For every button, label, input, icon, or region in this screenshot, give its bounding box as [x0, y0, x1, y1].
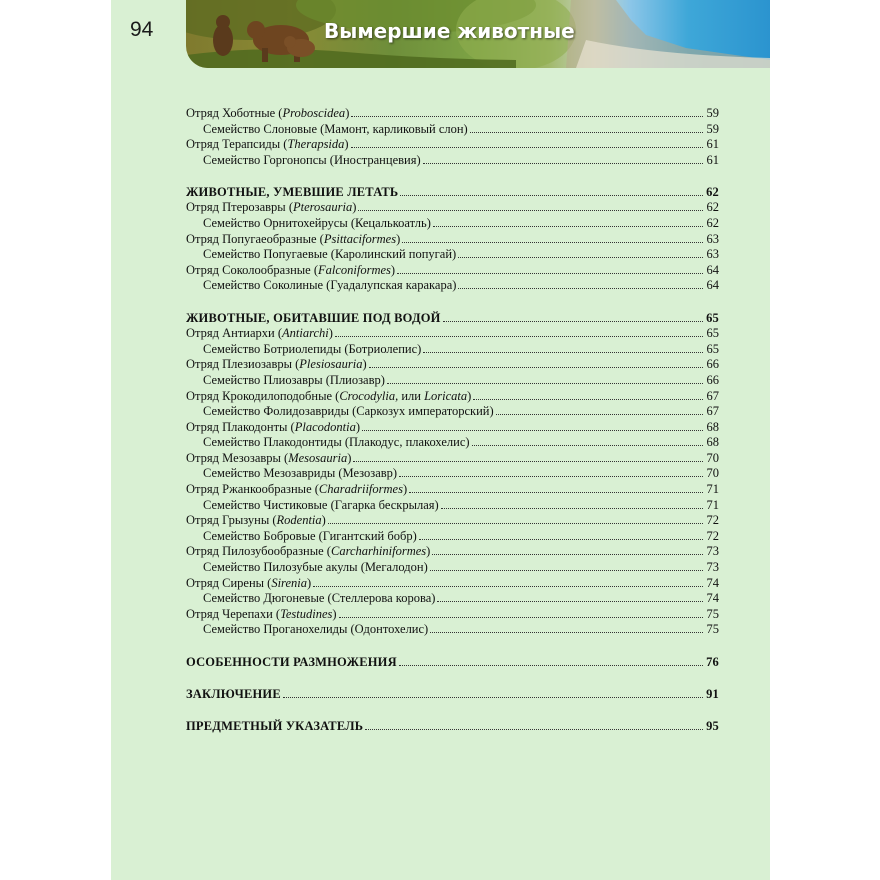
- toc-section-heading[interactable]: [186, 655, 719, 671]
- dot-leader: [387, 383, 703, 384]
- toc-page-number: 66: [706, 357, 719, 372]
- spacer: [186, 702, 719, 719]
- entry-text: Отряд Черепахи (: [186, 606, 281, 621]
- toc-page-number: 62: [706, 200, 719, 215]
- spacer: [186, 294, 719, 311]
- dot-leader: [409, 492, 703, 493]
- toc-page-number: 62: [706, 184, 719, 199]
- header-banner: [186, 0, 770, 68]
- entry-text: Отряд Пилозубообразные (: [186, 544, 331, 559]
- toc-entry[interactable]: [186, 607, 719, 623]
- dot-leader: [458, 257, 703, 258]
- toc-page-number: 65: [706, 310, 719, 325]
- toc-entry-title: [186, 278, 456, 294]
- dot-leader: [358, 210, 703, 211]
- toc-page-number: 76: [706, 654, 719, 669]
- toc-entry[interactable]: [186, 137, 719, 153]
- toc-entry[interactable]: [186, 622, 719, 638]
- toc-entry-title: [186, 326, 333, 342]
- latin-name: Mesosauria: [288, 450, 348, 465]
- entry-text: Отряд Соколообразные (: [186, 262, 318, 277]
- dot-leader: [443, 321, 703, 322]
- latin-name: Plesiosauria: [299, 357, 363, 372]
- toc-entry-title: [186, 389, 471, 405]
- toc-entry-title: [186, 420, 360, 436]
- entry-text: Семейство Орнитохейрусы (Кецалькоатль): [203, 216, 431, 231]
- toc-entry[interactable]: [186, 326, 719, 342]
- dot-leader: [433, 226, 703, 227]
- toc-page-number: 63: [706, 247, 719, 262]
- dot-leader: [432, 554, 703, 555]
- toc-entry-title: [186, 466, 397, 482]
- entry-text: Отряд Птерозавры (: [186, 200, 293, 215]
- dot-leader: [328, 523, 703, 524]
- dot-leader: [353, 461, 703, 462]
- latin-name: Rodentia: [276, 513, 322, 528]
- toc-page-number: 70: [706, 466, 719, 481]
- toc-page-number: 59: [706, 121, 719, 136]
- toc-entry-title: [186, 482, 407, 498]
- toc-entry-title: [186, 607, 337, 623]
- toc-entry[interactable]: [186, 373, 719, 389]
- entry-text: Отряд Хоботные (: [186, 106, 283, 120]
- dot-leader: [362, 430, 703, 431]
- toc-page-number: 61: [706, 152, 719, 167]
- toc-page-number: 66: [706, 372, 719, 387]
- spacer: [186, 670, 719, 687]
- spacer: [186, 168, 719, 185]
- toc-entry[interactable]: [186, 529, 719, 545]
- toc-entry-title: [186, 498, 439, 514]
- toc-page-number: 64: [706, 262, 719, 277]
- toc-page-number: 74: [706, 575, 719, 590]
- toc-page-number: 91: [706, 686, 719, 701]
- toc-entry-title: [186, 263, 395, 279]
- dot-leader: [430, 570, 703, 571]
- toc-entry-title: [186, 529, 417, 545]
- dot-leader: [458, 288, 703, 289]
- toc-entry-title: [186, 232, 400, 248]
- toc-entry-title: [186, 216, 431, 232]
- toc-entry-title: [186, 106, 349, 122]
- toc-entry[interactable]: [186, 498, 719, 514]
- entry-text: Семейство Соколиные (Гуадалупская каракара): [203, 278, 457, 293]
- latin-name: Carcharhiniformes: [330, 544, 427, 559]
- toc-page-number: 59: [706, 106, 719, 120]
- dot-leader: [472, 445, 703, 446]
- latin-name: Psittaciformes: [323, 231, 397, 246]
- entry-text: ): [402, 482, 408, 497]
- toc-entry[interactable]: [186, 389, 719, 405]
- entry-text: Отряд Антиархи (: [186, 326, 283, 341]
- dot-leader: [369, 367, 703, 368]
- entry-text: ): [390, 262, 396, 277]
- entry-text: ): [344, 137, 349, 152]
- toc-entry[interactable]: [186, 200, 719, 216]
- toc-page-number: 61: [706, 137, 719, 152]
- dot-leader: [351, 116, 703, 117]
- entry-text: ): [345, 106, 350, 120]
- toc-entry-title: [186, 513, 326, 529]
- entry-text: Семейство Плакодонтиды (Плакодус, плакохелис): [203, 435, 470, 450]
- dot-leader: [339, 617, 703, 618]
- latin-name: Pterosauria: [293, 200, 353, 215]
- toc-page-number: 64: [706, 278, 719, 293]
- toc-entry-title: [186, 357, 367, 373]
- toc-page-number: 70: [706, 450, 719, 465]
- section-title: ЖИВОТНЫЕ, ОБИТАВШИЕ ПОД ВОДОЙ: [186, 310, 441, 325]
- entry-text: Семейство Попугаевые (Каролинский попугай): [203, 247, 457, 262]
- toc-section-heading[interactable]: [186, 311, 719, 327]
- entry-text: Семейство Плиозавры (Плиозавр): [203, 372, 385, 387]
- latin-name: Falconiformes: [318, 262, 391, 277]
- dot-leader: [283, 697, 703, 698]
- entry-text: Отряд Ржанкообразные (: [186, 482, 319, 497]
- toc-entry[interactable]: [186, 357, 719, 373]
- entry-text: Отряд Грызуны (: [186, 513, 277, 528]
- toc-entry[interactable]: [186, 513, 719, 529]
- dot-leader: [313, 586, 703, 587]
- toc-entry-title: [186, 591, 435, 607]
- entry-text: ): [362, 357, 367, 372]
- entry-text: Семейство Дюгоневые (Стеллерова корова): [203, 591, 436, 606]
- entry-text: Семейство Фолидозавриды (Саркозух императорский): [203, 404, 494, 419]
- toc-entry[interactable]: [186, 232, 719, 248]
- toc-page-number: 73: [706, 544, 719, 559]
- section-title: ЗАКЛЮЧЕНИЕ: [186, 686, 281, 701]
- toc-entry-title: [186, 576, 311, 592]
- toc-page-number: 71: [706, 482, 719, 497]
- entry-text: Семейство Ботриолепиды (Ботриолепис): [203, 341, 422, 356]
- dot-leader: [400, 195, 703, 196]
- toc-entry-title: [186, 544, 430, 560]
- dot-leader: [397, 273, 703, 274]
- latin-name: Proboscidea: [282, 106, 346, 120]
- entry-text: Отряд Сирены (: [186, 575, 272, 590]
- dot-leader: [419, 539, 703, 540]
- toc-entry-title: [186, 622, 428, 638]
- spacer: [186, 638, 719, 655]
- toc-entry[interactable]: [186, 435, 719, 451]
- toc-entry[interactable]: [186, 560, 719, 576]
- page-title: Вымершие животные: [324, 19, 575, 43]
- entry-text: Отряд Попугаеобразные (: [186, 231, 324, 246]
- entry-text: ): [321, 513, 326, 528]
- latin-name: Antiarchi: [282, 326, 329, 341]
- page-number: 94: [130, 18, 154, 41]
- toc-page-number: 74: [706, 591, 719, 606]
- toc-entry-title: [186, 404, 494, 420]
- toc-entry-title: [186, 153, 421, 169]
- toc-entry[interactable]: [186, 122, 719, 138]
- toc-page-number: 67: [706, 388, 719, 403]
- dot-leader: [437, 601, 703, 602]
- entry-text: Отряд Терапсиды (: [186, 137, 288, 152]
- dot-leader: [399, 665, 703, 666]
- toc-page-number: 72: [706, 513, 719, 528]
- toc-entry[interactable]: [186, 451, 719, 467]
- entry-text: Отряд Плезиозавры (: [186, 357, 300, 372]
- entry-text: Семейство Пилозубые акулы (Мегалодон): [203, 560, 428, 575]
- entry-text: Отряд Плакодонты (: [186, 419, 295, 434]
- toc-section-heading[interactable]: [186, 185, 719, 201]
- latin-name: Placodontia: [294, 419, 356, 434]
- toc-entry-title: [186, 247, 456, 263]
- toc-page-number: 63: [706, 231, 719, 246]
- entry-text: Семейство Горгонопсы (Иностранцевия): [203, 152, 421, 167]
- toc-page-number: 73: [706, 560, 719, 575]
- toc-entry[interactable]: [186, 216, 719, 232]
- section-title: ПРЕДМЕТНЫЙ УКАЗАТЕЛЬ: [186, 718, 364, 733]
- section-title: ЖИВОТНЫЕ, УМЕВШИЕ ЛЕТАТЬ: [186, 184, 399, 199]
- latin-name: Sirenia: [271, 575, 307, 590]
- entry-text: Отряд Мезозавры (: [186, 450, 289, 465]
- toc-entry-title: [186, 122, 468, 138]
- toc-entry[interactable]: [186, 544, 719, 560]
- latin-name: Charadriiformes: [318, 482, 403, 497]
- entry-text: ): [332, 606, 337, 621]
- toc-page-number: 68: [706, 419, 719, 434]
- toc-page-number: 95: [706, 718, 719, 733]
- toc-entry-title: [186, 137, 349, 153]
- entry-text: ): [347, 450, 352, 465]
- toc-page-number: 65: [706, 341, 719, 356]
- toc-entry[interactable]: [186, 263, 719, 279]
- toc-page-number: 67: [706, 404, 719, 419]
- dot-leader: [430, 632, 703, 633]
- dot-leader: [335, 336, 703, 337]
- latin-name: Loricata: [424, 388, 468, 403]
- toc-entry[interactable]: [186, 576, 719, 592]
- toc-entry-title: [186, 560, 428, 576]
- entry-text: ): [355, 419, 360, 434]
- toc-page-number: 62: [706, 216, 719, 231]
- toc-entry[interactable]: [186, 466, 719, 482]
- toc-entry[interactable]: [186, 404, 719, 420]
- section-title: ОСОБЕННОСТИ РАЗМНОЖЕНИЯ: [186, 654, 397, 669]
- dot-leader: [423, 352, 703, 353]
- toc-page-number: 72: [706, 528, 719, 543]
- dot-leader: [473, 399, 703, 400]
- toc-page-number: 68: [706, 435, 719, 450]
- entry-text: Отряд Крокодилоподобные (: [186, 388, 340, 403]
- entry-text: или: [398, 388, 425, 403]
- toc-entry-title: [186, 200, 356, 216]
- dot-leader: [470, 132, 703, 133]
- entry-text: ): [396, 231, 401, 246]
- entry-text: ): [328, 326, 333, 341]
- toc-page-number: 75: [706, 622, 719, 637]
- toc-entry[interactable]: [186, 278, 719, 294]
- entry-text: ): [467, 388, 472, 403]
- entry-text: ): [352, 200, 357, 215]
- toc-section-heading[interactable]: [186, 719, 719, 735]
- dot-leader: [365, 729, 703, 730]
- dot-leader: [351, 147, 703, 148]
- dot-leader: [423, 163, 703, 164]
- toc-entry-title: [186, 451, 351, 467]
- toc-entry[interactable]: [186, 591, 719, 607]
- entry-text: ): [426, 544, 431, 559]
- toc-page-number: 71: [706, 497, 719, 512]
- entry-text: Семейство Чистиковые (Гагарка бескрылая): [203, 497, 439, 512]
- entry-text: Семейство Слоновые (Мамонт, карликовый слон): [203, 121, 468, 136]
- entry-text: Семейство Мезозавриды (Мезозавр): [203, 466, 398, 481]
- dot-leader: [441, 508, 703, 509]
- toc-entry[interactable]: [186, 482, 719, 498]
- toc-page-number: 65: [706, 326, 719, 341]
- toc-page-number: 75: [706, 606, 719, 621]
- dot-leader: [399, 476, 703, 477]
- entry-text: Семейство Проганохелиды (Одонтохелис): [203, 622, 429, 637]
- toc-entry[interactable]: [186, 247, 719, 263]
- entry-text: Семейство Бобровые (Гигантский бобр): [203, 528, 417, 543]
- entry-text: ): [306, 575, 312, 590]
- toc-entry[interactable]: [186, 153, 719, 169]
- table-of-contents: [186, 106, 719, 734]
- latin-name: Therapsida: [287, 137, 345, 152]
- toc-entry-title: [186, 373, 385, 389]
- toc-entry-title: [186, 342, 421, 358]
- toc-entry[interactable]: [186, 342, 719, 358]
- dot-leader: [496, 414, 703, 415]
- toc-entry-title: [186, 435, 470, 451]
- latin-name: Crocodylia,: [339, 388, 399, 403]
- toc-entry[interactable]: [186, 106, 719, 122]
- toc-section-heading[interactable]: [186, 687, 719, 703]
- toc-entry[interactable]: [186, 420, 719, 436]
- dot-leader: [402, 242, 703, 243]
- latin-name: Testudines: [280, 606, 333, 621]
